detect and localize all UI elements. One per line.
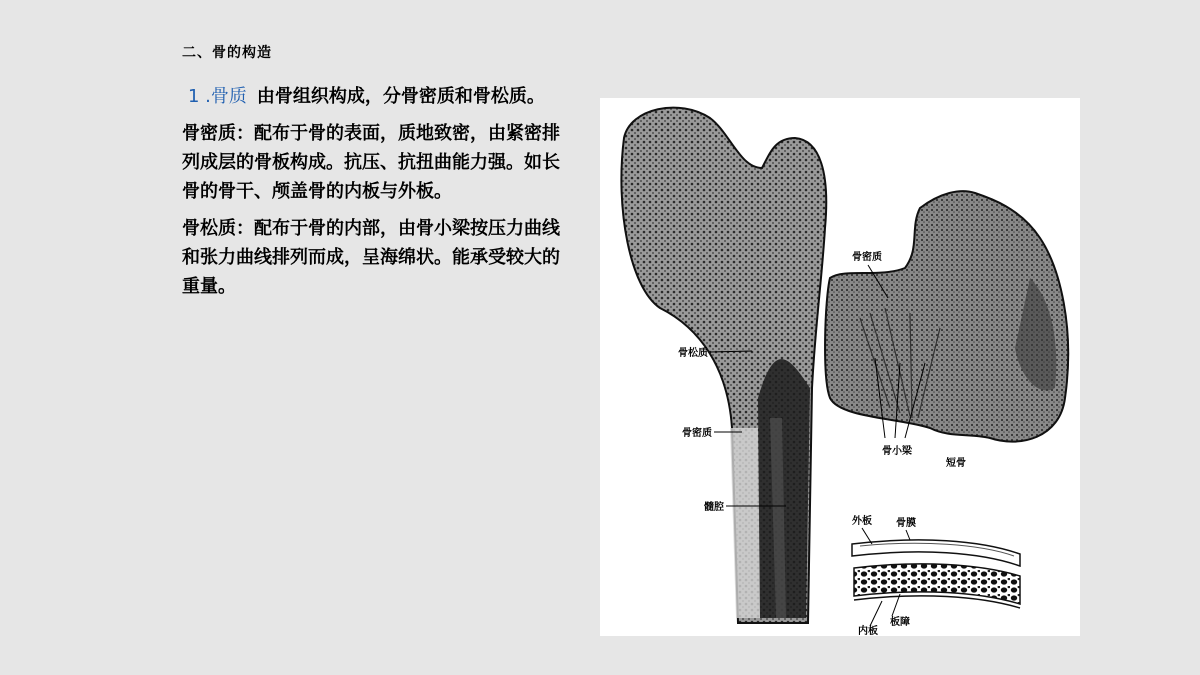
paragraph-spongy-bone: 骨松质：配布于骨的内部，由骨小梁按压力曲线和张力曲线排列而成，呈海绵状。能承受较大的重量。	[182, 218, 560, 297]
skull-plate-drawing	[852, 540, 1020, 608]
label-short-compact-bone: 骨密质	[852, 252, 882, 263]
slide-heading: 二、骨的构造	[182, 45, 272, 61]
label-trabeculae: 骨小梁	[882, 446, 912, 457]
section-number: 1 .骨质	[188, 86, 247, 107]
label-compact-bone: 骨密质	[682, 428, 712, 439]
bone-illustration-svg	[600, 98, 1080, 636]
paragraph-compact-bone: 骨密质：配布于骨的表面，质地致密，由紧密排列成层的骨板构成。抗压、抗扭曲能力强。如长骨的骨干、颅盖骨的内板与外板。	[182, 123, 560, 202]
label-periosteum: 骨膜	[896, 518, 916, 529]
label-medullary-cavity: 髓腔	[704, 502, 724, 513]
label-short-bone: 短骨	[946, 458, 966, 469]
label-inner-plate: 内板	[858, 626, 878, 636]
short-bone-drawing	[825, 191, 1068, 441]
bone-structure-illustration	[600, 98, 1080, 636]
slide-body	[182, 82, 572, 309]
femur-drawing	[621, 108, 826, 623]
label-outer-plate: 外板	[852, 516, 872, 527]
label-diploe: 板障	[890, 617, 910, 628]
paragraph-bone-substance	[182, 82, 572, 111]
label-spongy-bone: 骨松质	[678, 348, 708, 359]
paragraph-1-text: 由骨组织构成，分骨密质和骨松质。	[256, 86, 545, 107]
